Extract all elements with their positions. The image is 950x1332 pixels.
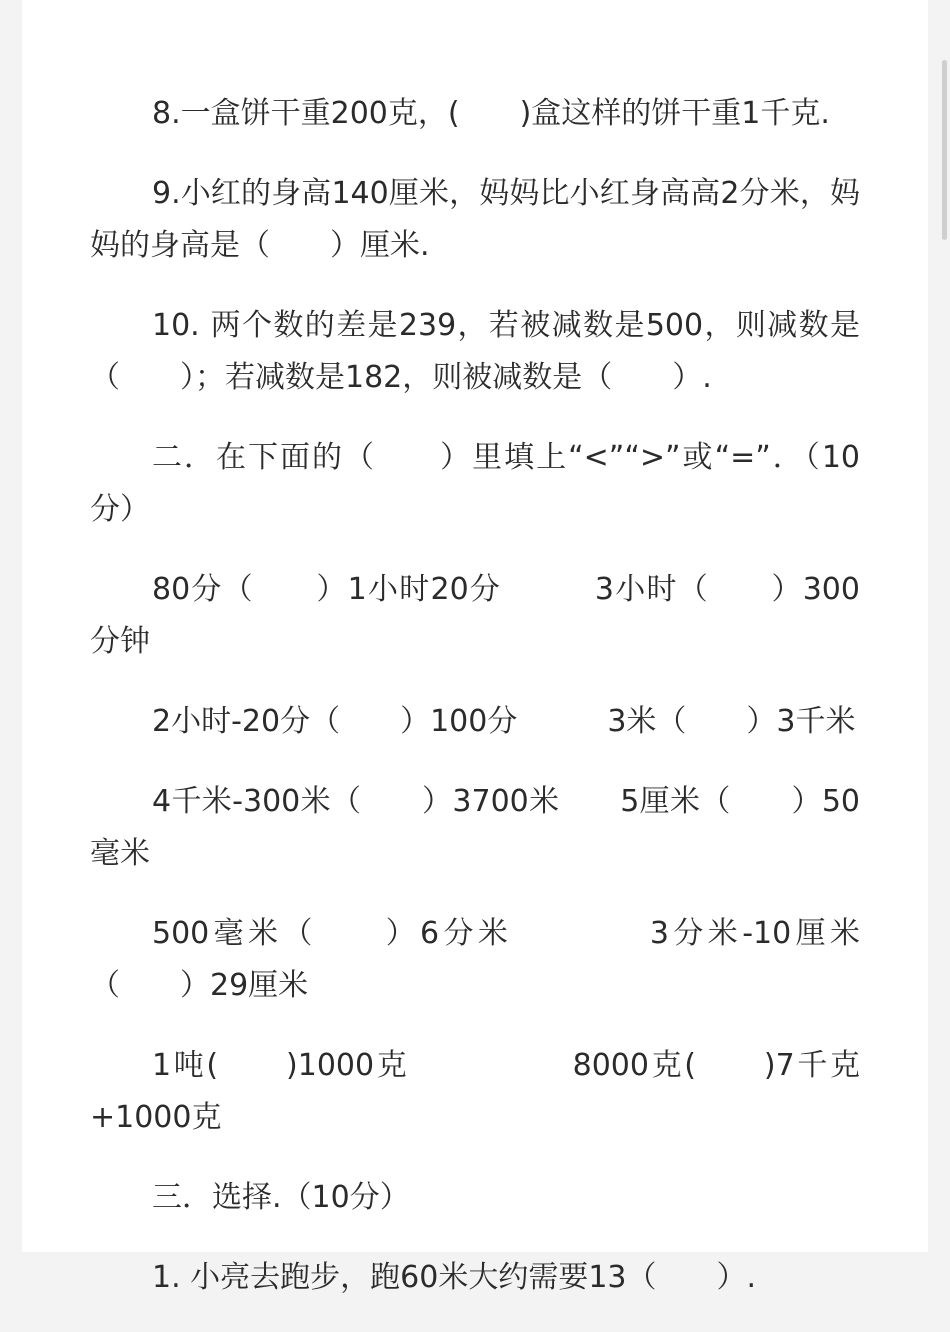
question-8: 8.一盒饼干重200克，( )盒这样的饼干重1千克. [152, 96, 830, 131]
worksheet-content [90, 88, 860, 1332]
question-10: 10. 两个数的差是239，若被减数是500，则减数是（ ）；若减数是182，则被减数是（ ）. [90, 308, 860, 395]
compare-row-2: 2小时-20分（ ）100分 3米（ ）3千米 [152, 704, 856, 739]
section-3-question-1: 1. 小亮去跑步，跑60米大约需要13（ ）. [152, 1260, 757, 1295]
compare-row-4: 500毫米（ ）6分米 3分米-10厘米（ ）29厘米 [90, 916, 860, 1003]
compare-row-1: 80分（ ）1小时20分 3小时（ ）300分钟 [90, 572, 860, 659]
section-3-heading: 三．选择.（10分） [152, 1180, 410, 1215]
compare-row-3: 4千米-300米（ ）3700米 5厘米（ ）50毫米 [90, 784, 860, 871]
compare-row-5: 1吨( )1000克 8000克( )7千克+1000克 [90, 1048, 860, 1135]
scrollbar[interactable] [942, 60, 947, 240]
section-2-heading: 二．在下面的（ ）里填上“<”“>”或“=”．（10分） [90, 440, 860, 527]
question-9: 9.小红的身高140厘米，妈妈比小红身高高2分米，妈妈的身高是（ ）厘米. [90, 176, 860, 263]
